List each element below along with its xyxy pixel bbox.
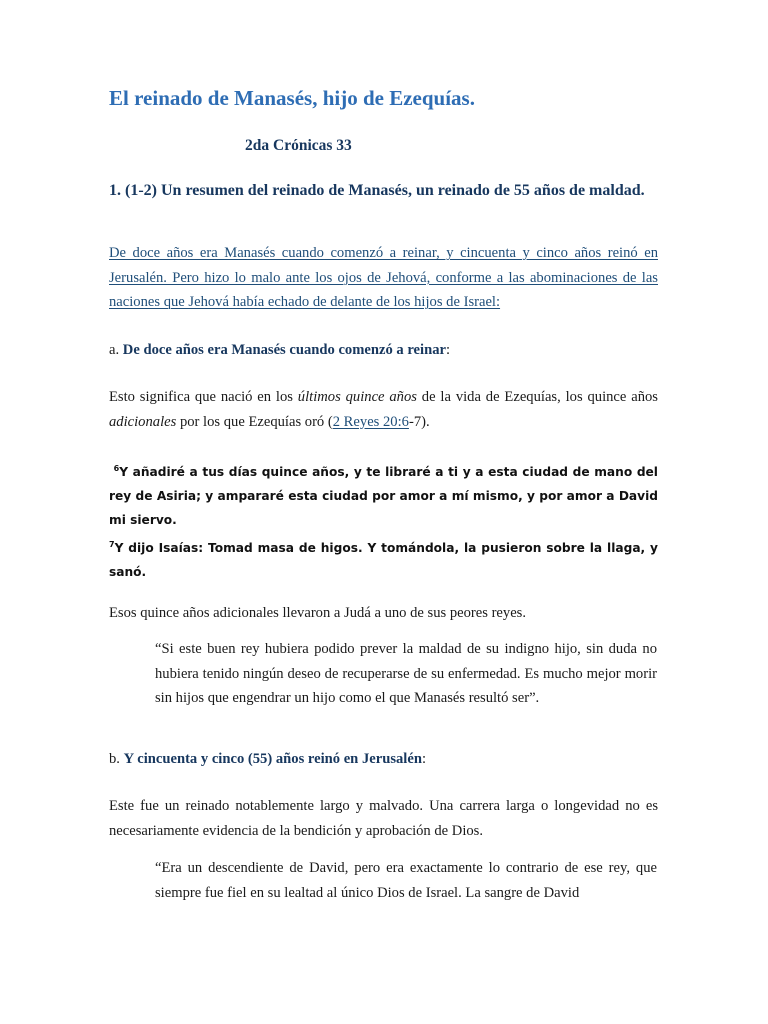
paragraph-1-emphasis: últimos quince años (297, 389, 417, 405)
point-b-heading (109, 748, 658, 770)
block-quote-2: “Era un descendiente de David, pero era exactamente lo contrario de ese rey, que siempre fue fiel en su lealtad al único Dios de Israel. La sangre de David (155, 860, 657, 901)
paragraph-1-text: por los que Ezequías oró ( (176, 413, 333, 430)
point-b-colon: : (421, 751, 427, 767)
point-a-text: De doce años era Manasés cuando comenzó a reinar (122, 342, 446, 358)
point-a-colon: : (445, 342, 451, 358)
scripture-reference-subtitle: 2da Crónicas 33 (245, 137, 352, 154)
point-a-label: a. (109, 342, 123, 358)
verse-text: Y añadiré a tus días quince años, y te libraré a ti y a esta ciudad de mano del rey de Asiria; y ampararé esta ciudad por amor a mí mismo, y por amor a David mi siervo. (109, 465, 658, 528)
point-b-label: b. (109, 751, 124, 767)
bible-verses-block (109, 457, 658, 584)
point-a-heading (109, 339, 658, 361)
block-quote-1: “Si este buen rey hubiera podido prever la maldad de su indigno hijo, sin duda no hubiera tenido ningún deseo de recuperarse de su enfermedad. Es mucho mejor morir sin hijos que engendrar un hijo como el que Manasés resultó ser”. (155, 641, 657, 706)
point-b-text: Y cincuenta y cinco (55) años reinó en Jerusalén (123, 751, 422, 767)
scripture-link[interactable]: De doce años era Manasés cuando comenzó a reinar, y cincuenta y cinco años reinó en Jerusalén. Pero hizo lo malo ante los ojos de Jehová, conforme a las abominaciones de las naciones que Jehová había echado de delante de los hijos de Israel: (109, 245, 658, 310)
scripture-paragraph (109, 241, 658, 315)
paragraph-3: Este fue un reinado notablemente largo y malvado. Una carrera larga o longevidad no es necesariamente evidencia de la bendición y aprobación de Dios. (109, 798, 658, 839)
verse-7 (109, 533, 658, 584)
verse-6 (109, 457, 658, 533)
section-1-heading: 1. (1-2) Un resumen del reinado de Manasés, un reinado de 55 años de maldad. (109, 182, 645, 199)
paragraph-1-text: Esto significa que nació en los (109, 389, 298, 405)
paragraph-1 (109, 385, 658, 434)
paragraph-1-text: de la vida de Ezequías, los quince años (416, 389, 658, 405)
verse-number: 7 (109, 539, 115, 549)
paragraph-1-emphasis: adicionales (109, 413, 177, 430)
document-title: El reinado de Manasés, hijo de Ezequías. (109, 86, 475, 110)
verse-number: 6 (113, 464, 120, 473)
paragraph-1-text: -7). (408, 413, 430, 430)
bible-reference-link[interactable]: 2 Reyes 20:6 (332, 413, 409, 430)
paragraph-2: Esos quince años adicionales llevaron a Judá a uno de sus peores reyes. (109, 605, 527, 621)
verse-text: Y dijo Isaías: Tomad masa de higos. Y tomándola, la pusieron sobre la llaga, y sanó. (109, 540, 658, 579)
